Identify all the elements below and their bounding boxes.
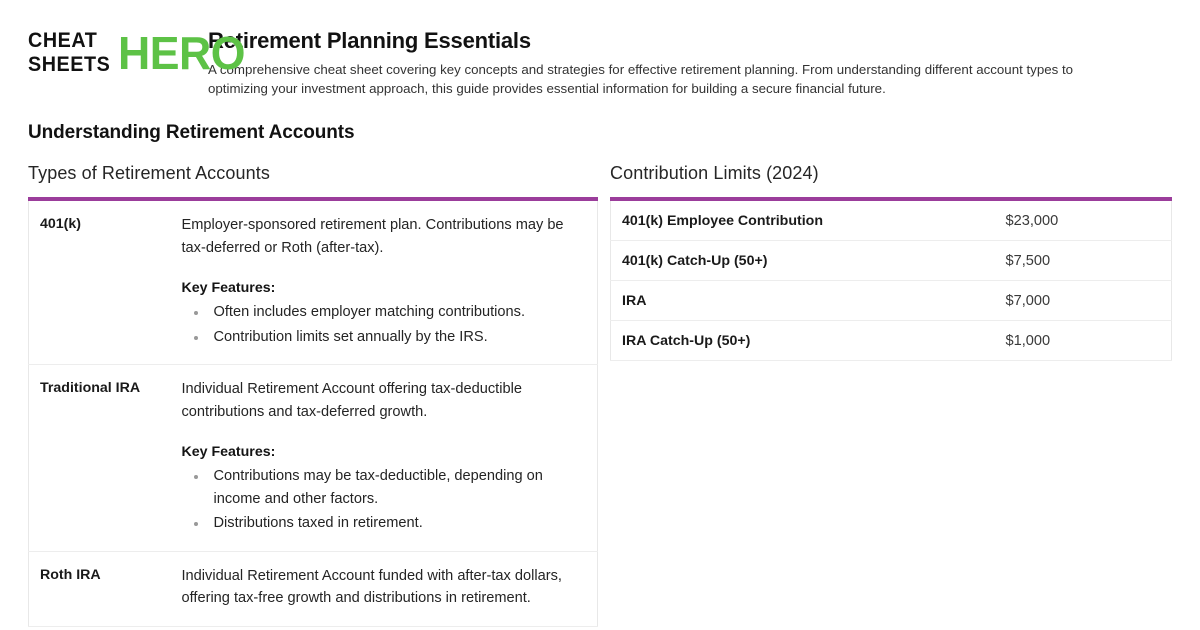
brand-word-cheat: CHEAT <box>28 29 98 52</box>
account-details <box>182 365 598 552</box>
page-title: Retirement Planning Essentials <box>208 28 531 53</box>
brand-logo <box>28 26 245 79</box>
left-column-heading: Types of Retirement Accounts <box>28 163 270 183</box>
key-features-label: Key Features: <box>181 444 276 460</box>
account-description: Individual Retirement Account offering tax-deductible contributions and tax-deferred growth. <box>181 381 522 420</box>
header-text-block <box>208 26 1172 98</box>
limit-value: $7,500 <box>982 241 1172 281</box>
account-name: Roth IRA <box>29 551 182 626</box>
list-item: Contributions may be tax-deductible, depending on income and other factors. <box>182 465 584 510</box>
brand-logo-left <box>28 29 118 77</box>
brand-word-sheets: SHEETS <box>28 53 111 76</box>
page-header <box>0 0 1200 98</box>
content-columns <box>0 144 1200 627</box>
right-column-heading: Contribution Limits (2024) <box>610 163 819 183</box>
key-features-label: Key Features: <box>181 280 276 296</box>
key-features-list <box>182 465 584 535</box>
list-item: Often includes employer matching contributions. <box>182 301 584 324</box>
column-contribution-limits <box>610 161 1172 361</box>
limit-label: 401(k) Employee Contribution <box>611 199 982 241</box>
table-row <box>29 551 598 626</box>
retirement-accounts-table-body <box>29 199 598 626</box>
list-item: Distributions taxed in retirement. <box>182 512 584 535</box>
table-row <box>611 241 1172 281</box>
table-row <box>611 199 1172 241</box>
table-row <box>29 199 598 365</box>
brand-logo-row <box>28 27 245 79</box>
account-name: 401(k) <box>29 199 182 365</box>
page-description: A comprehensive cheat sheet covering key concepts and strategies for effective retirement planning. From understanding different account types to optimizing your investment approach, this guide provides essential information for building a secure financial future. <box>208 62 1074 96</box>
limit-label: 401(k) Catch-Up (50+) <box>611 241 982 281</box>
key-features-list <box>182 301 584 348</box>
table-row <box>29 365 598 552</box>
account-details <box>182 551 598 626</box>
account-description: Employer-sponsored retirement plan. Contributions may be tax-deferred or Roth (after-tax). <box>181 217 564 256</box>
limit-label: IRA Catch-Up (50+) <box>611 321 982 361</box>
limit-value: $23,000 <box>982 199 1172 241</box>
contribution-limits-table-body <box>611 199 1172 361</box>
retirement-accounts-table <box>28 197 598 627</box>
section-heading: Understanding Retirement Accounts <box>28 122 355 143</box>
account-details <box>182 199 598 365</box>
limit-value: $7,000 <box>982 281 1172 321</box>
column-types-of-retirement-accounts <box>28 161 598 627</box>
limit-value: $1,000 <box>982 321 1172 361</box>
account-description: Individual Retirement Account funded with after-tax dollars, offering tax-free growth and distributions in retirement. <box>181 567 562 606</box>
brand-word-hero: HERO <box>117 27 245 79</box>
contribution-limits-table <box>610 197 1172 361</box>
limit-label: IRA <box>611 281 982 321</box>
table-row <box>611 281 1172 321</box>
list-item: Contribution limits set annually by the IRS. <box>182 326 584 349</box>
account-name: Traditional IRA <box>29 365 182 552</box>
table-row <box>611 321 1172 361</box>
